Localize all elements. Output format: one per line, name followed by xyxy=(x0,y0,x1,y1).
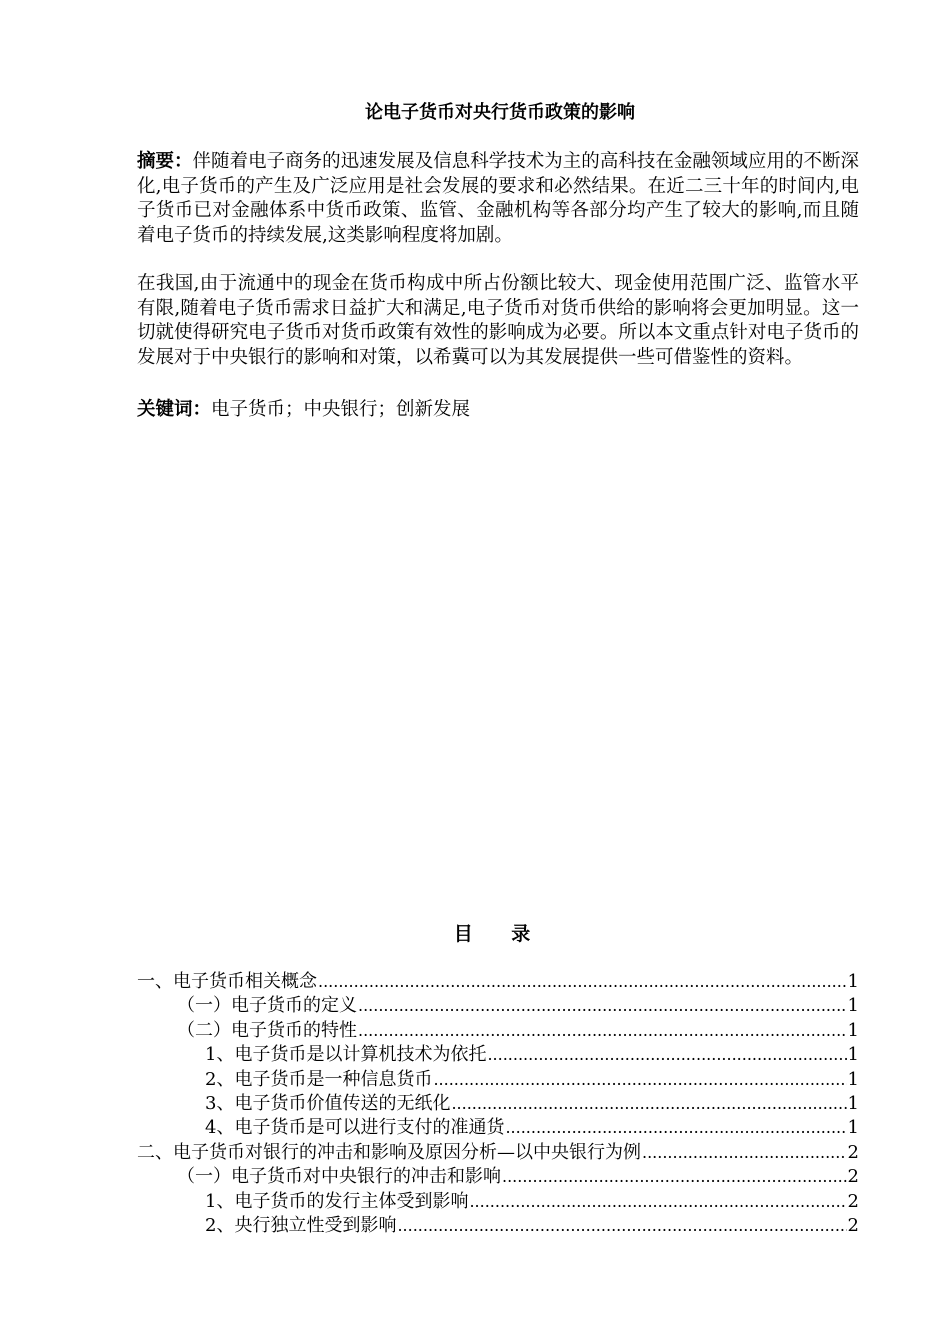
toc-item[interactable] xyxy=(137,1141,859,1165)
toc-item-page: 1 xyxy=(847,1117,859,1139)
abstract-paragraph xyxy=(137,150,859,248)
toc-item[interactable] xyxy=(137,1019,859,1043)
toc-item-text: 2、央行独立性受到影响 xyxy=(205,1214,397,1236)
toc-item-text: 1、电子货币的发行主体受到影响 xyxy=(205,1190,469,1212)
abstract-paragraph-2: 在我国,由于流通中的现金在货币构成中所占份额比较大、现金使用范围广泛、监管水平有限,随着电子货币需求日益扩大和满足,电子货币对货币供给的影响将会更加明显。这一切就使得研究电子货币对货币政策有效性的影响成为必要。所以本文重点针对电子货币的发展对于中央银行的影响和对策，以希冀可以为其发展提供一些可借鉴性的资料。 xyxy=(137,273,859,368)
toc-item-text: 2、电子货币是一种信息货币 xyxy=(205,1068,433,1090)
toc-item-page: 1 xyxy=(847,1044,859,1066)
toc-leader-dots xyxy=(358,994,847,1018)
toc-item[interactable] xyxy=(137,1165,859,1189)
toc-item[interactable] xyxy=(137,1190,859,1214)
toc-leader-dots xyxy=(358,1019,847,1043)
abstract-label: 摘要： xyxy=(137,151,193,172)
toc-item-page: 2 xyxy=(847,1141,859,1163)
toc-leader-dots xyxy=(433,1068,846,1092)
toc-item-page: 1 xyxy=(847,1019,859,1041)
abstract-text: 伴随着电子商务的迅速发展及信息科学技术为主的高科技在金融领域应用的不断深化,电子货币的产生及广泛应用是社会发展的要求和必然结果。在近二三十年的时间内,电子货币已对金融体系中货币政策、监管、金融机构等各部分均产生了较大的影响,而且随着电子货币的持续发展,这类影响程度将加剧。 xyxy=(137,151,859,246)
toc-leader-dots xyxy=(505,1116,846,1140)
toc-item-text: （二）电子货币的特性 xyxy=(177,1019,357,1041)
toc-item[interactable] xyxy=(137,1068,859,1092)
toc-item[interactable] xyxy=(137,970,859,994)
keywords-label: 关键词： xyxy=(137,399,212,420)
toc-item-page: 1 xyxy=(847,971,859,992)
toc-leader-dots xyxy=(451,1092,846,1116)
toc-item-page: 1 xyxy=(847,995,859,1017)
toc-item-text: 1、电子货币是以计算机技术为依托 xyxy=(205,1044,487,1066)
toc-item-text: 一、电子货币相关概念 xyxy=(137,971,317,992)
toc-item-text: （一）电子货币的定义 xyxy=(177,995,357,1017)
toc-leader-dots xyxy=(502,1165,847,1189)
toc-item-page: 2 xyxy=(847,1166,859,1188)
toc-item-page: 1 xyxy=(847,1068,859,1090)
toc-item[interactable] xyxy=(137,994,859,1018)
toc-item-text: 二、电子货币对银行的冲击和影响及原因分析—以中央银行为例 xyxy=(137,1141,641,1163)
toc-title: 目 录 xyxy=(453,923,547,945)
toc-leader-dots xyxy=(397,1214,846,1238)
toc-item[interactable] xyxy=(137,1092,859,1116)
toc-item[interactable] xyxy=(137,1116,859,1140)
toc-leader-dots xyxy=(487,1043,846,1067)
toc-leader-dots xyxy=(469,1190,846,1214)
keywords-text: 电子货币；中央银行；创新发展 xyxy=(211,399,471,420)
toc-item-page: 1 xyxy=(847,1092,859,1114)
toc-leader-dots xyxy=(642,1141,847,1165)
toc-item-page: 2 xyxy=(847,1190,859,1212)
keywords-line xyxy=(137,398,859,423)
toc-item[interactable] xyxy=(137,1214,859,1238)
toc-item-page: 2 xyxy=(847,1214,859,1236)
toc-item-text: （一）电子货币对中央银行的冲击和影响 xyxy=(177,1166,501,1188)
toc-leader-dots xyxy=(318,970,847,994)
toc-item-text: 3、电子货币价值传送的无纸化 xyxy=(205,1092,451,1114)
table-of-contents xyxy=(137,970,859,1238)
document-title: 论电子货币对央行货币政策的影响 xyxy=(365,102,635,123)
toc-item[interactable] xyxy=(137,1043,859,1067)
toc-item-text: 4、电子货币是可以进行支付的准通货 xyxy=(205,1117,505,1139)
